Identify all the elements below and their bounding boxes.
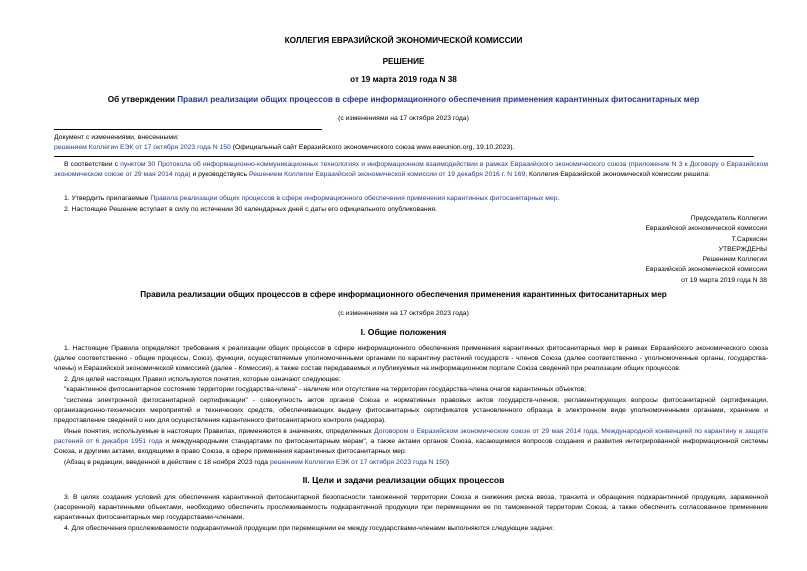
item-1-end: .: [557, 195, 560, 202]
preamble-paragraph: [54, 160, 768, 180]
approval-line-1: УТВЕРЖДЕНЫ: [718, 245, 767, 253]
convention-link[interactable]: Международной конвенцией по карантину и защите растений от 6 декабря 1951 года: [54, 428, 769, 446]
p6-decision-link[interactable]: решением Коллегии ЕЭК от 17 октября 2023 года N 150: [269, 459, 447, 466]
treaty-link[interactable]: Договором о Евразийском экономическом союзе от 29 мая 2014 года: [374, 428, 598, 435]
signature-line-2: Евразийской экономической комиссии: [645, 225, 767, 233]
changes-source: [54, 143, 514, 153]
p5-text-3: и международными стандартами по фитосанитарным мерам", а также актами органов Союза, касающимися вопросов создания и развития интегрированной информационной системы Союза, и другими актами, входящими в право Союза, в сфере применения карантинных фитосанитарных мер.: [54, 438, 768, 456]
document-changes-note: [54, 133, 514, 153]
changes-decision-link[interactable]: решением Коллегии ЕЭК от 17 октября 2023 года N 150: [54, 144, 231, 151]
changes-intro: Документ с изменениями, внесенными:: [54, 134, 179, 141]
preamble-text-1: В соответствии с: [64, 161, 121, 168]
document-type: РЕШЕНИЕ: [382, 57, 425, 66]
divider-long: [54, 156, 754, 157]
organization-heading: КОЛЛЕГИЯ ЕВРАЗИЙСКОЙ ЭКОНОМИЧЕСКОЙ КОМИССИИ: [284, 36, 523, 45]
document-date: от 19 марта 2019 года N 38: [350, 75, 457, 84]
title-rules-link[interactable]: Правил реализации общих процессов в сфере информационного обеспечения применения карантинных фитосанитарных мер: [177, 95, 700, 104]
rules-paragraph-2: 2. Для целей настоящих Правил используются понятия, которые означают следующее:: [64, 376, 341, 383]
rules-paragraph-6: [54, 458, 768, 468]
item-1-rules-link[interactable]: Правила реализации общих процессов в сфере информационного обеспечения применения карантинных фитосанитарных мер: [150, 195, 558, 202]
amendment-note: (с изменениями на 17 октября 2023 года): [338, 115, 469, 122]
signature-line-1: Председатель Коллегии: [690, 215, 767, 222]
rules-paragraph-5: [54, 427, 768, 458]
item-1-text: 1. Утвердить прилагаемые: [64, 195, 151, 202]
rules-paragraph-4: "система электронной фитосанитарной сертификации" - совокупность актов органов Союза и нормативных правовых актов государств-членов, регламентирующих вопросы фитосанитарной сертификации, организационно-технических мероприятий и технических средств, обеспечивающих выдачу фитосанитарных сертификатов установленного образца в электронном виде уполномоченными органами, хранение и предоставление сведений о них для осуществления карантинного фитосанитарного контроля (надзора).: [54, 397, 768, 425]
divider-short: [54, 129, 322, 130]
signature-block: [527, 214, 767, 286]
item-1: [54, 194, 768, 204]
p6-end: ): [446, 459, 450, 466]
protocol-link[interactable]: пунктом 30 Протокола об информационно-коммуникационных технологиях и информационном взаимодействии в рамках Евразийского экономического союза (приложение N 3 к Договору о Евразийском экономическом союзе от 29 мая 2014 года): [54, 161, 768, 179]
signature-line-3: Т.Саркисян: [731, 235, 767, 243]
section-2-heading: II. Цели и задачи реализации общих процессов: [302, 475, 505, 485]
document-title: [0, 95, 807, 105]
section-1-heading: I. Общие положения: [360, 327, 447, 337]
p6-text: (Абзац в редакции, введенной в действие с 18 ноября 2023 года: [64, 459, 270, 466]
preamble-text-3: , Коллегия Евразийской экономической комиссии решила:: [525, 171, 710, 179]
title-prefix: Об утверждении: [107, 95, 178, 104]
commission-decision-link[interactable]: Решением Коллегии Евразийской экономической комиссии от 19 декабря 2016 г. N 169: [249, 171, 526, 179]
rules-paragraph-1: 1. Настоящие Правила определяют требования к реализации общих процессов в сфере информационного обеспечения применения карантинных фитосанитарных мер в рамках Евразийского экономического союза (далее соответственно - общие процессы, Союз), функции, осуществляемые уполномоченными органами по карантину растений государств - членов Союза (далее соответственно - уполномоченные органы, государства-члены) и Евразийской экономической комиссией (далее - Комиссия), а также состав передаваемых и публикуемых на информационном портале Союза сведений при реализации общих процессов.: [54, 345, 768, 373]
rules-amendment-note: (с изменениями на 17 октября 2023 года): [338, 310, 469, 317]
item-2: 2. Настоящее Решение вступает в силу по истечении 30 календарных дней с даты его официального опубликования.: [64, 206, 438, 213]
approval-line-2: Решением Коллегии: [702, 256, 767, 264]
rules-paragraph-8: 4. Для обеспечения прослеживаемости подкарантинной продукции при перемещении ее между государствами-членами выполняются следующие задачи:: [64, 525, 554, 532]
preamble-text-2: и руководствуясь: [190, 171, 250, 179]
approval-line-3: Евразийской экономической комиссии: [645, 266, 767, 274]
rules-title: Правила реализации общих процессов в сфере информационного обеспечения применения карантинных фитосанитарных мер: [140, 290, 667, 299]
rules-paragraph-3: "карантинное фитосанитарное состояние территории государства-члена" - наличие или отсутствие на территории государства-члена очагов карантинных объектов;: [64, 386, 587, 393]
approval-line-4: от 19 марта 2019 года N 38: [681, 276, 767, 284]
changes-source-text: (Официальный сайт Евразийского экономического союза www.eaeunion.org, 19.10.2023).: [230, 144, 515, 151]
rules-paragraph-7: 3. В целях создания условий для обеспечения карантинной фитосанитарной безопасности таможенной территории Союза и снижения риска ввоза, транзита и обращения подкарантинной продукции, зараженной (засоренной) карантинными объектами, необходимо обеспечить прослеживаемость подкарантинной продукции при перемещении ее по таможенной территории Союза, а также обеспечить согласованное применение карантинных фитосанитарных мер государствами-членами.: [54, 494, 768, 522]
p5-text-2: ,: [597, 428, 602, 435]
p5-text-1: Иные понятия, используемые в настоящих Правилах, применяются в значениях, определенных: [64, 428, 375, 435]
